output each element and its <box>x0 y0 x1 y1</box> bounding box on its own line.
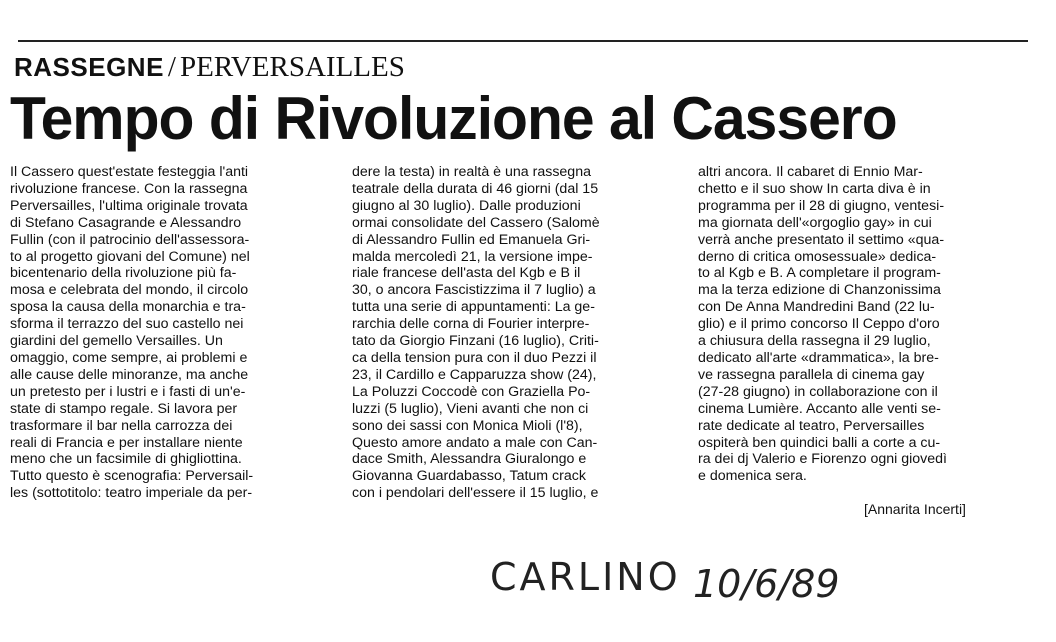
text-line: a chiusura della rassegna il 29 luglio, <box>698 333 931 350</box>
text-line: meno che un facsimile di ghigliottina. <box>10 451 242 468</box>
text-line: La Poluzzi Coccodè con Graziella Po- <box>352 383 591 400</box>
text-line: reali di Francia e per installare niente <box>10 434 243 451</box>
text-line: tutta una serie di appuntamenti: La ge- <box>352 299 595 316</box>
text-line: ma giornata dell'«orgoglio gay» in cui <box>698 214 932 231</box>
text-line: Il Cassero quest'estate festeggia l'anti <box>10 164 249 180</box>
text-line: derno di critica omosessuale» dedica- <box>698 248 937 265</box>
text-line: ve rassegna parallela di cinema gay <box>698 366 925 383</box>
text-line: malda mercoledì 21, la versione impe- <box>352 248 593 265</box>
text-line: to al progetto giovani del Comune) nel <box>10 248 250 265</box>
text-line: sforma il terrazzo del suo castello nei <box>10 316 244 333</box>
text-line: ca della tension pura con il duo Pezzi il <box>352 349 597 366</box>
text-line: giugno al 30 luglio). Dalle produzioni <box>352 197 581 214</box>
article-column-1 <box>10 164 340 502</box>
text-line: giardini del gemello Versailles. Un <box>10 333 223 350</box>
kicker-section: RASSEGNE <box>14 52 164 82</box>
text-line: 23, il Cardillo e Capparuzza show (24), <box>352 366 597 383</box>
text-line: Fullin (con il patrocinio dell'assessora- <box>10 231 250 248</box>
text-line: Tutto questo è scenografia: Perversail- <box>10 468 254 485</box>
text-line: rarchia delle corna di Fourier interpre- <box>352 316 590 333</box>
text-line: dere la testa) in realtà è una rassegna <box>352 164 591 180</box>
kicker-separator: / <box>167 51 176 83</box>
text-line: riale francese dell'asta del Kgb e B il <box>352 265 581 282</box>
text-line: Questo amore andato a male con Can- <box>352 434 598 451</box>
section-kicker <box>14 50 405 84</box>
text-line: con De Anna Mandredini Band (22 lu- <box>698 299 935 316</box>
text-line: ormai consolidate del Cassero (Salomè <box>352 214 600 231</box>
text-line: glio) e il primo concorso Il Ceppo d'oro <box>698 316 940 333</box>
text-line: bicentenario della rivoluzione più fa- <box>10 265 237 282</box>
text-line: con i pendolari dell'essere il 15 luglio, e <box>352 485 599 502</box>
top-rule <box>18 40 1028 42</box>
text-line: Perversailles, l'ultima originale trovata <box>10 197 248 214</box>
text-line: Giovanna Guardabasso, Tatum crack <box>352 468 586 485</box>
text-line: cinema Lumière. Accanto alle venti se- <box>698 400 941 417</box>
article-column-3 <box>698 164 1018 485</box>
text-line: to al Kgb e B. A completare il program- <box>698 265 941 282</box>
text-line: verrà anche presentato il settimo «qua- <box>698 231 945 248</box>
text-line: programma per il 28 di giugno, ventesi- <box>698 197 945 214</box>
text-line: state di stampo regale. Si lavora per <box>10 400 238 417</box>
text-line: rivoluzione francese. Con la rassegna <box>10 180 248 197</box>
text-line: mosa e celebrata del mondo, il circolo <box>10 282 249 299</box>
text-line: les (sottotitolo: teatro imperiale da per- <box>10 485 253 502</box>
kicker-topic: PERVERSAILLES <box>179 51 405 83</box>
text-line: trasformare il bar nella carrozza dei <box>10 417 233 434</box>
text-line: dedicato all'arte «drammatica», la bre- <box>698 349 939 366</box>
text-line: sono dei sassi con Monica Mioli (l'8), <box>352 417 583 434</box>
article-column-2 <box>352 164 682 502</box>
text-line: luzzi (5 luglio), Vieni avanti che non ci <box>352 400 589 417</box>
text-line: di Alessandro Fullin ed Emanuela Gri- <box>352 231 591 248</box>
text-line: altri ancora. Il cabaret di Ennio Mar- <box>698 164 923 180</box>
text-line: alle cause delle minoranze, ma anche <box>10 366 249 383</box>
text-line: e domenica sera. <box>698 468 807 485</box>
author-signature: [Annarita Incerti] <box>864 501 966 517</box>
text-line: (27-28 giugno) in collaborazione con il <box>698 383 938 400</box>
handwritten-date-note: 10/6/89 <box>693 562 840 606</box>
text-line: ra dei dj Valerio e Fiorenzo ogni giovedì <box>698 451 947 468</box>
text-line: teatrale della durata di 46 giorni (dal 15 <box>352 180 599 197</box>
text-line: ma la terza edizione di Chanzonissima <box>698 282 941 299</box>
text-line: di Stefano Casagrande e Alessandro <box>10 214 242 231</box>
handwritten-source-note: CARLINO <box>490 555 681 599</box>
text-line: ospiterà ben quindici balli a corte a cu- <box>698 434 941 451</box>
text-line: 30, o ancora Fascistizzima il 7 luglio) a <box>352 282 596 299</box>
text-line: un pretesto per i lustri e i fasti di un'e- <box>10 383 246 400</box>
text-line: omaggio, come sempre, ai problemi e <box>10 349 248 366</box>
text-line: tato da Giorgio Finzani (16 luglio), Criti- <box>352 333 599 350</box>
text-line: sposa la causa della monarchia e tra- <box>10 299 246 316</box>
headline: Tempo di Rivoluzione al Cassero <box>10 85 897 152</box>
text-line: dace Smith, Alessandra Giuralongo e <box>352 451 587 468</box>
text-line: chetto e il suo show In carta diva è in <box>698 180 931 197</box>
text-line: rate dedicate al teatro, Perversailles <box>698 417 925 434</box>
